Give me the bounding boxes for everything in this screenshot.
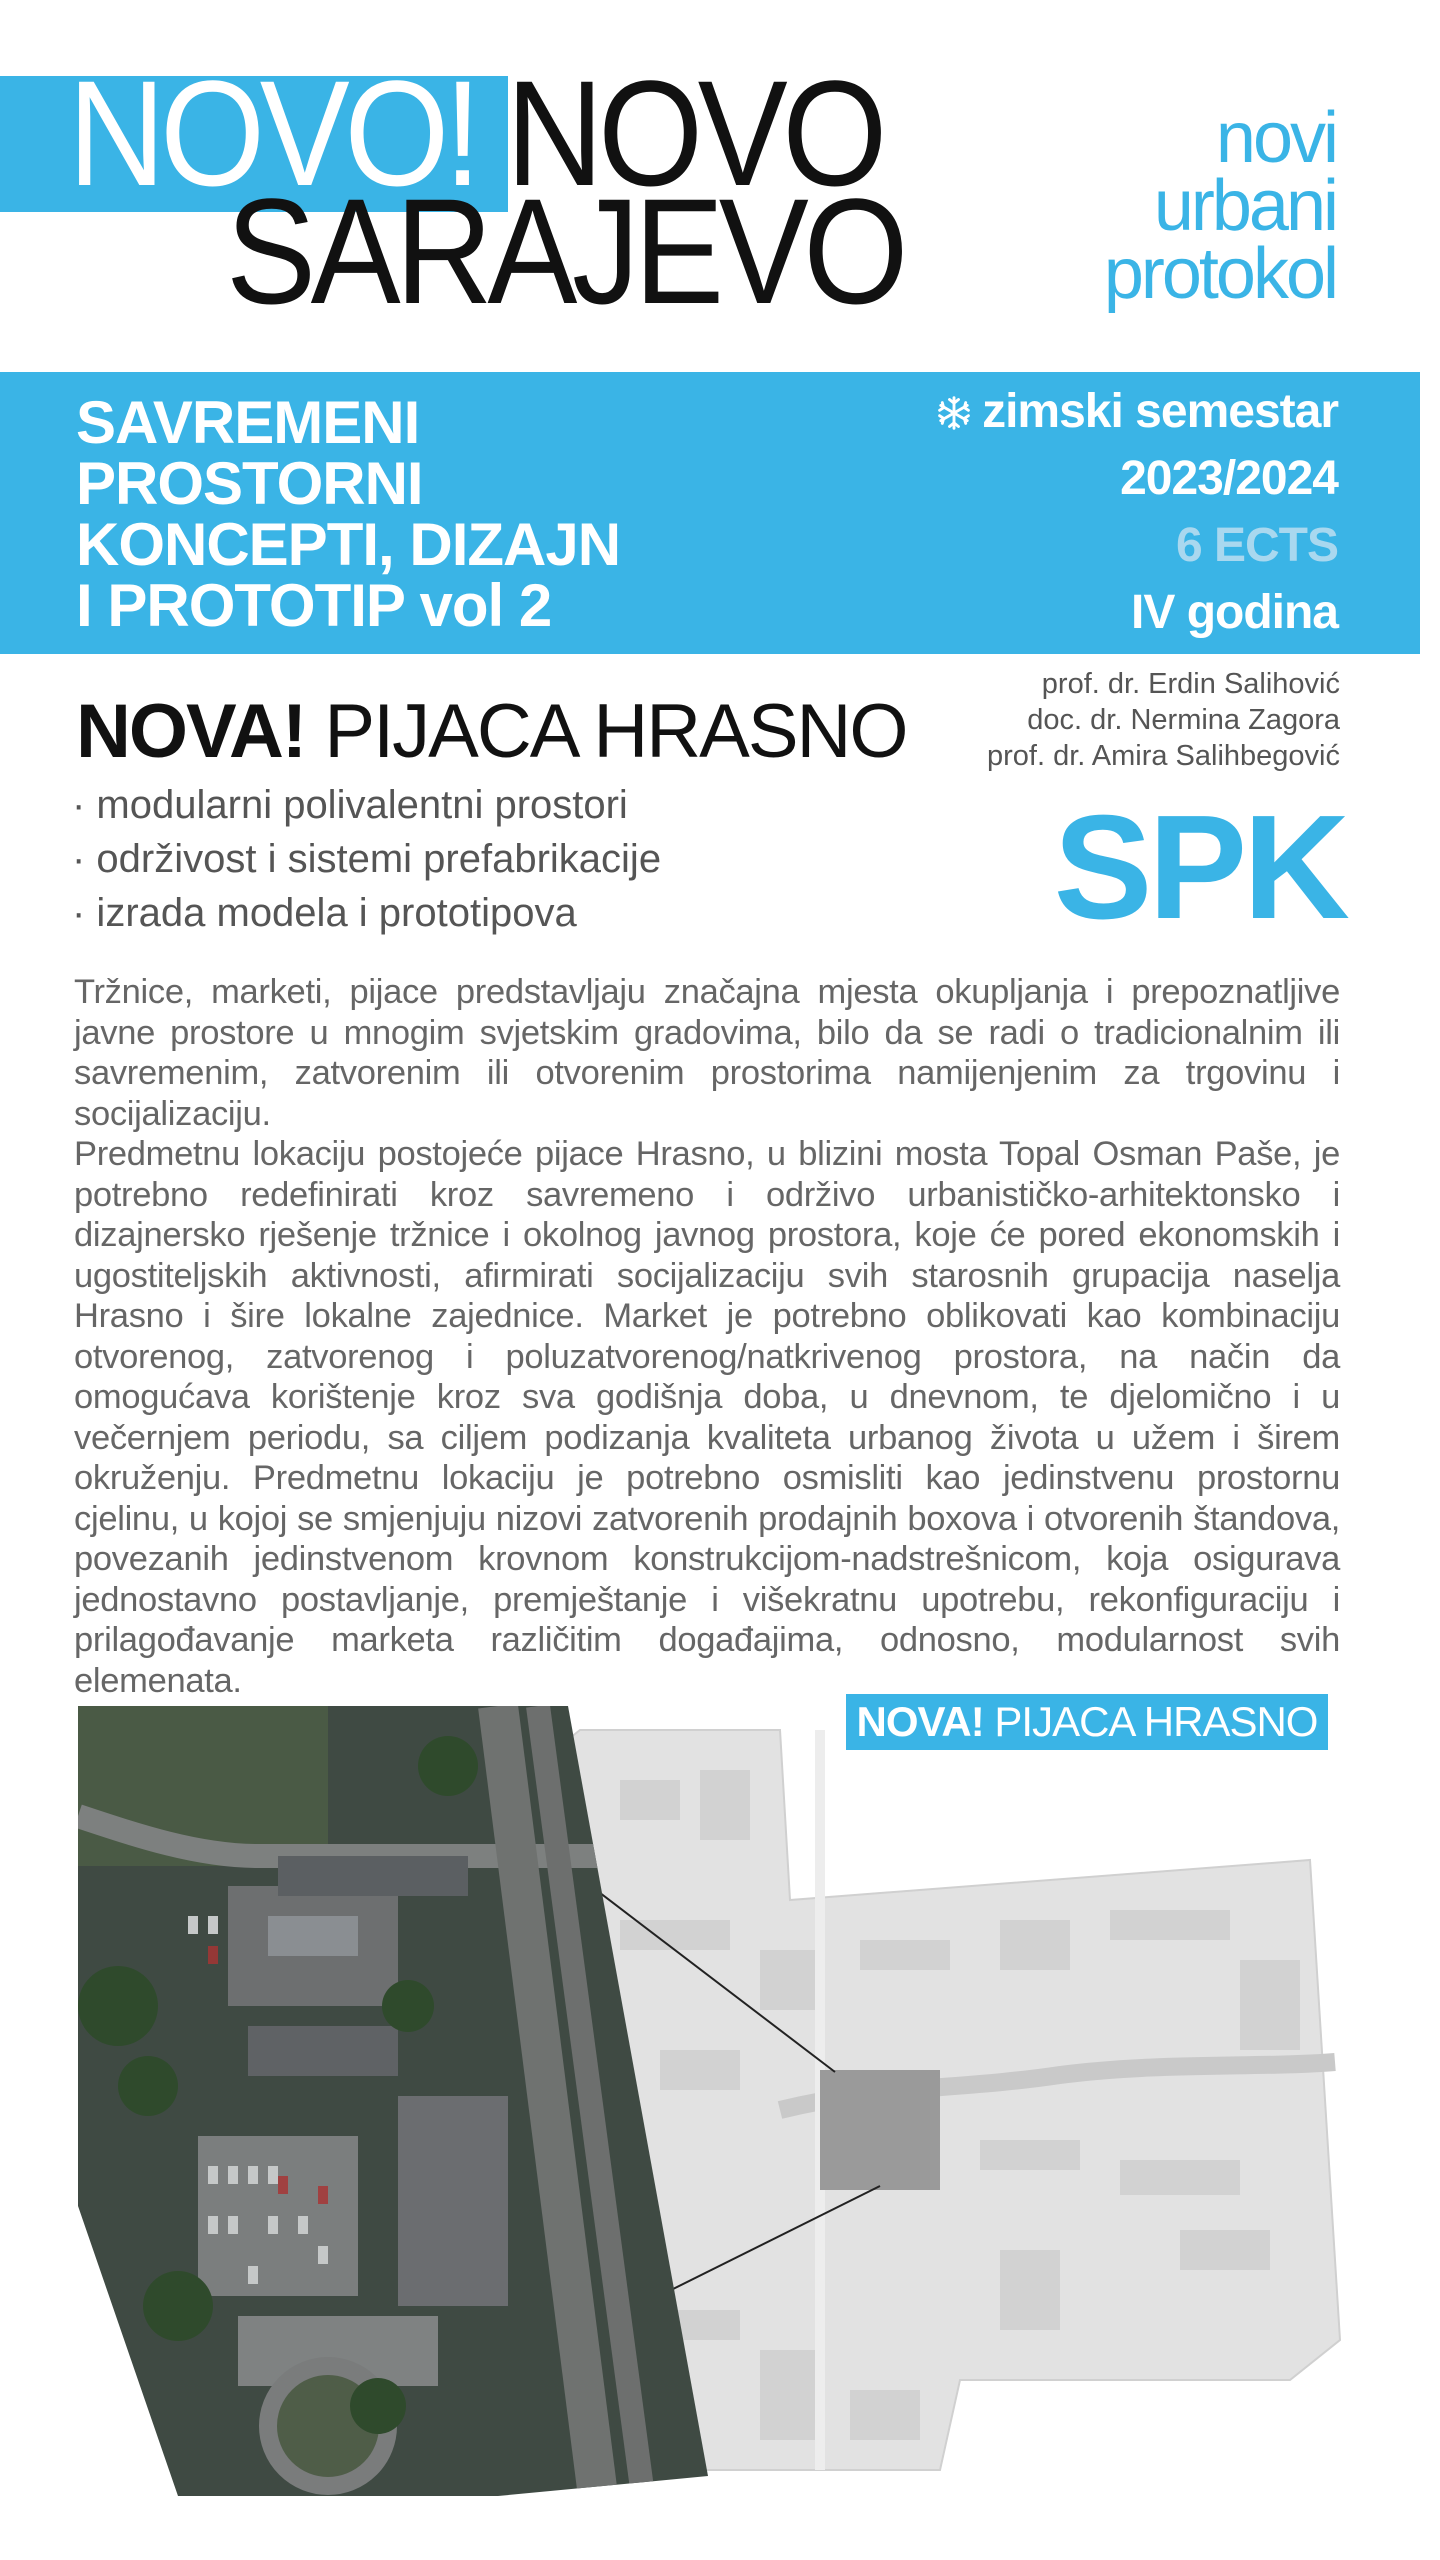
ects-credits: 6 ECTS — [1175, 519, 1338, 572]
protocol-line: novi — [1215, 98, 1336, 178]
course-meta — [936, 378, 1338, 646]
spk-logo: SPK — [1053, 785, 1346, 950]
project-bullets — [72, 778, 661, 940]
description-paragraph: Predmetnu lokaciju postojeće pijace Hrasno, u blizini mosta Topal Osman Paše, je potrebno redefinirati kroz savremeno i održivo urbanističko-arhitektonsko i dizajnersko rješenje tržnice i okolnog javnog prostora, koje će pored ekonomskih i ugostiteljskih aktivnosti, afirmirati socijalizaciju svih starosnih grupacija naselja Hrasno i šire lokalne zajednice. Market je potrebno oblikovati kao kombinaciju otvorenog, zatvorenog i poluzatvorenog/natkrivenog prostora, na način da omogućava korištenje kroz sva godišnja doba, u dnevnom, te djelomično i u večernjem periodu, sa ciljem podizanja kvaliteta urbanog života u užem i širem okruženju. Predmetnu lokaciju je potrebno osmisliti kao jedinstvenu prostornu cjelinu, u kojoj se smjenjuju nizovi zatvorenih prodajnih boxova i otvorenih štandova, povezanih jedinstvenom krovnom konstrukcijom-nadstrešnicom, koja osigurava jednostavno postavljanje, premještanje i višekratnu upotrebu, rekonfiguraciju i prilagođavanje marketa različitim događajima, odnosno, modularnost svih elemenata. — [74, 1135, 1340, 1700]
description — [74, 972, 1340, 1701]
description-paragraph: Tržnice, marketi, pijace predstavljaju značajna mjesta okupljanja i prepoznatljive javne prostore u mnogim svjetskim gradovima, bilo da se radi o tradicionalnim ili savremenim, zatvorenim ili otvorenim prostorima namijenjenim za trgovinu i socijalizaciju. — [74, 973, 1340, 1133]
professors-list — [987, 666, 1340, 774]
project-title-bold: NOVA! — [76, 689, 306, 774]
project-title-rest: PIJACA HRASNO — [324, 689, 907, 774]
title-sarajevo: SARAJEVO — [226, 167, 904, 335]
professor-name: doc. dr. Nermina Zagora — [1027, 704, 1340, 736]
protocol-line: protokol — [1103, 234, 1336, 314]
map-label-bold: NOVA! — [856, 1698, 984, 1745]
protocol-tagline — [1103, 98, 1336, 314]
project-title — [76, 689, 907, 774]
site-highlight — [820, 2070, 940, 2190]
professor-name: prof. dr. Amira Salihbegović — [986, 740, 1340, 772]
title-novo-exclaim: NOVO! — [68, 49, 477, 217]
snowflake-icon — [936, 378, 972, 445]
course-title-line: SAVREMENI — [76, 389, 420, 456]
aerial-photo — [78, 1706, 708, 2496]
academic-year: 2023/2024 — [1120, 452, 1338, 505]
professor-name: prof. dr. Erdin Salihović — [1041, 668, 1340, 700]
title-novo: NOVO — [506, 49, 882, 217]
protocol-line: urbani — [1153, 166, 1336, 246]
course-title — [76, 389, 621, 639]
semester-label: zimski semestar — [982, 385, 1338, 438]
bullet-item: · modularni polivalentni prostori — [72, 783, 628, 827]
course-title-line: PROSTORNI — [76, 450, 423, 517]
course-title-line: I PROTOTIP vol 2 — [76, 572, 552, 639]
map-label — [846, 1694, 1328, 1750]
course-title-line: KONCEPTI, DIZAJN — [76, 511, 621, 578]
map-label-rest: PIJACA HRASNO — [994, 1698, 1318, 1745]
semester-row — [936, 378, 1338, 445]
bullet-item: · održivost i sistemi prefabrikacije — [72, 837, 662, 881]
bullet-item: · izrada modela i prototipova — [72, 891, 577, 935]
study-year: IV godina — [1131, 586, 1338, 639]
